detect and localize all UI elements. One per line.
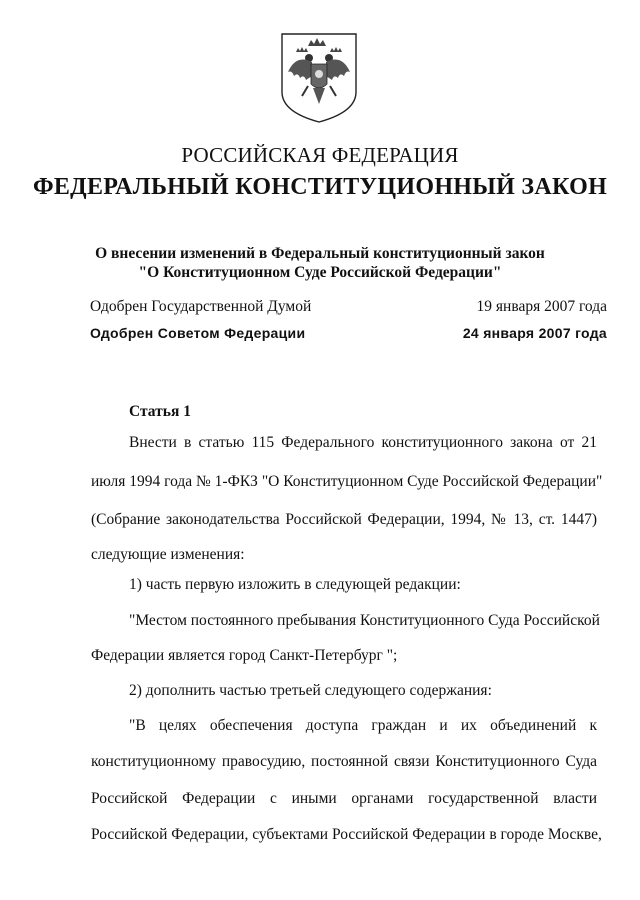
paragraph-line: (Собрание законодательства Российской Федерации, 1994, № 13, ст. 1447) (91, 511, 597, 528)
paragraph-line: "Местом постоянного пребывания Конституционного Суда Российской (129, 612, 600, 629)
paragraph-line: конституционному правосудию, постоянной связи Конституционного Суда (91, 753, 597, 770)
law-title-line-2: "О Конституционном Суде Российской Федерации" (138, 264, 502, 281)
paragraph-line: Федерации является город Санкт-Петербург "; (91, 647, 398, 664)
paragraph-line: июля 1994 года № 1-ФКЗ "О Конституционном Суде Российской Федерации" (91, 473, 603, 490)
paragraph-line: 1) часть первую изложить в следующей редакции: (129, 576, 461, 593)
coat-of-arms-icon (278, 30, 360, 124)
paragraph-line: Российской Федерации, субъектами Российской Федерации в городе Москве, (91, 826, 602, 843)
paragraph-line: "В целях обеспечения доступа граждан и их объединений к (129, 717, 597, 734)
country-name: РОССИЙСКАЯ ФЕДЕРАЦИЯ (181, 143, 459, 167)
approval-date: 24 января 2007 года (462, 325, 607, 341)
approval-label: Одобрен Государственной Думой (90, 298, 312, 315)
approval-date: 19 января 2007 года (476, 298, 607, 315)
approval-label: Одобрен Советом Федерации (90, 325, 306, 341)
approval-federation-council (90, 325, 607, 341)
law-title-line-1: О внесении изменений в Федеральный конституционный закон (95, 245, 545, 262)
paragraph-line: Внести в статью 115 Федерального конституционного закона от 21 (129, 434, 597, 451)
law-type: ФЕДЕРАЛЬНЫЙ КОНСТИТУЦИОННЫЙ ЗАКОН (32, 174, 608, 200)
paragraph-line: следующие изменения: (91, 546, 245, 563)
paragraph-line: Российской Федерации с иными органами государственной власти (91, 790, 597, 807)
article-heading: Статья 1 (129, 403, 191, 420)
paragraph-line: 2) дополнить частью третьей следующего содержания: (129, 682, 492, 699)
approval-duma (90, 298, 607, 316)
